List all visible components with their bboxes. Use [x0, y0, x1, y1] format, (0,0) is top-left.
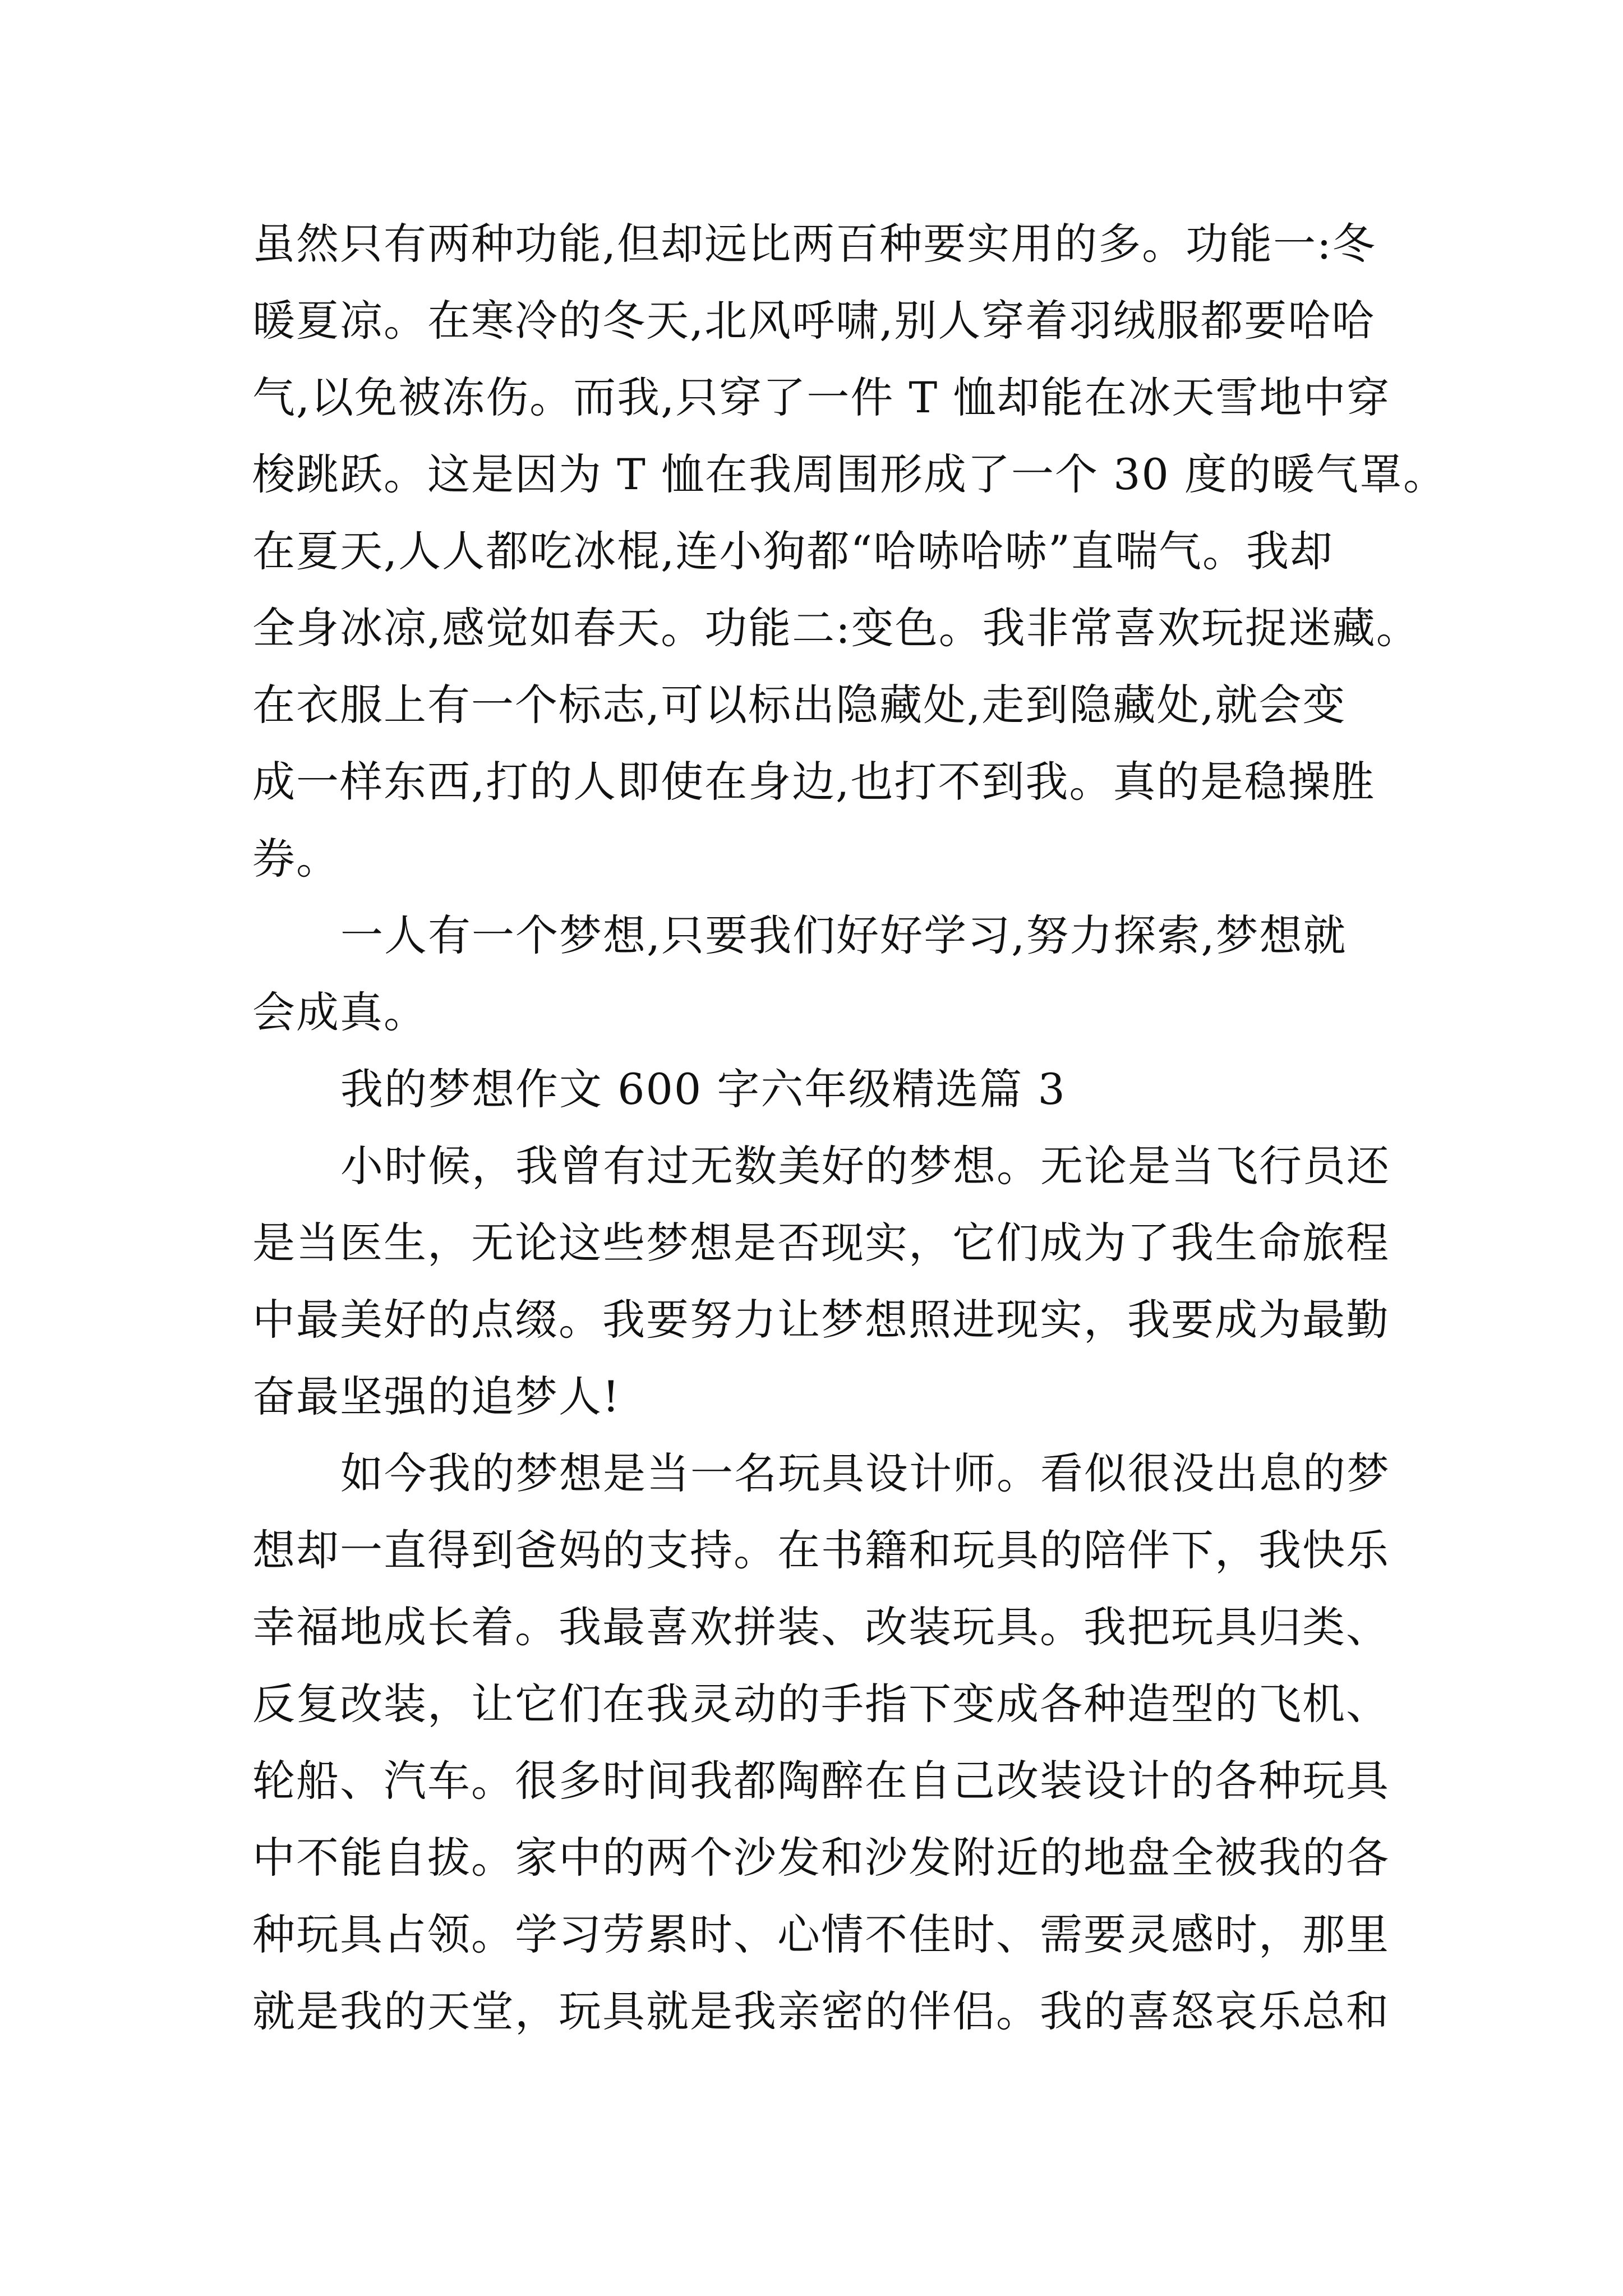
- paragraph-first-line: 小时候，我曾有过无数美好的梦想。无论是当飞行员还: [340, 1141, 1390, 1191]
- text-line: 成一样东西,打的人即使在身边,也打不到我。真的是稳操胜: [252, 757, 1376, 807]
- text-line: 全身冰凉,感觉如春天。功能二:变色。我非常喜欢玩捉迷藏。: [252, 603, 1420, 653]
- text-line: 气,以免被冻伤。而我,只穿了一件 T 恤却能在冰天雪地中穿: [252, 372, 1391, 422]
- text-line: 梭跳跃。这是因为 T 恤在我周围形成了一个 30 度的暖气罩。: [252, 449, 1447, 499]
- text-line: 券。: [252, 834, 340, 884]
- text-line: 暖夏凉。在寒冷的冬天,北风呼啸,别人穿着羽绒服都要哈哈: [252, 296, 1376, 346]
- text-line: 轮船、汽车。很多时间我都陶醉在自己改装设计的各种玩具: [252, 1756, 1390, 1806]
- text-line: 中不能自拔。家中的两个沙发和沙发附近的地盘全被我的各: [252, 1833, 1390, 1883]
- text-line: 在夏天,人人都吃冰棍,连小狗都“哈哧哈哧”直喘气。我却: [252, 526, 1334, 576]
- text-line: 种玩具占领。学习劳累时、心情不佳时、需要灵感时，那里: [252, 1910, 1390, 1959]
- text-line: 会成真。: [252, 987, 427, 1037]
- text-line: 中最美好的点缀。我要努力让梦想照进现实，我要成为最勤: [252, 1295, 1390, 1345]
- section-heading: 我的梦想作文 600 字六年级精选篇 3: [340, 1064, 1066, 1114]
- text-line: 是当医生，无论这些梦想是否现实，它们成为了我生命旅程: [252, 1218, 1390, 1268]
- text-line: 虽然只有两种功能,但却远比两百种要实用的多。功能一:冬: [252, 219, 1376, 269]
- text-line: 就是我的天堂，玩具就是我亲密的伴侣。我的喜怒哀乐总和: [252, 1986, 1390, 2036]
- text-line: 在衣服上有一个标志,可以标出隐藏处,走到隐藏处,就会变: [252, 680, 1347, 730]
- text-line: 奋最坚强的追梦人!: [252, 1372, 621, 1421]
- paragraph-first-line: 如今我的梦想是当一名玩具设计师。看似很没出息的梦: [340, 1448, 1390, 1498]
- text-line: 幸福地成长着。我最喜欢拼装、改装玩具。我把玩具归类、: [252, 1602, 1390, 1652]
- paragraph-first-line: 一人有一个梦想,只要我们好好学习,努力探索,梦想就: [340, 910, 1347, 960]
- text-line: 想却一直得到爸妈的支持。在书籍和玩具的陪伴下，我快乐: [252, 1525, 1390, 1575]
- text-line: 反复改装，让它们在我灵动的手指下变成各种造型的飞机、: [252, 1679, 1390, 1729]
